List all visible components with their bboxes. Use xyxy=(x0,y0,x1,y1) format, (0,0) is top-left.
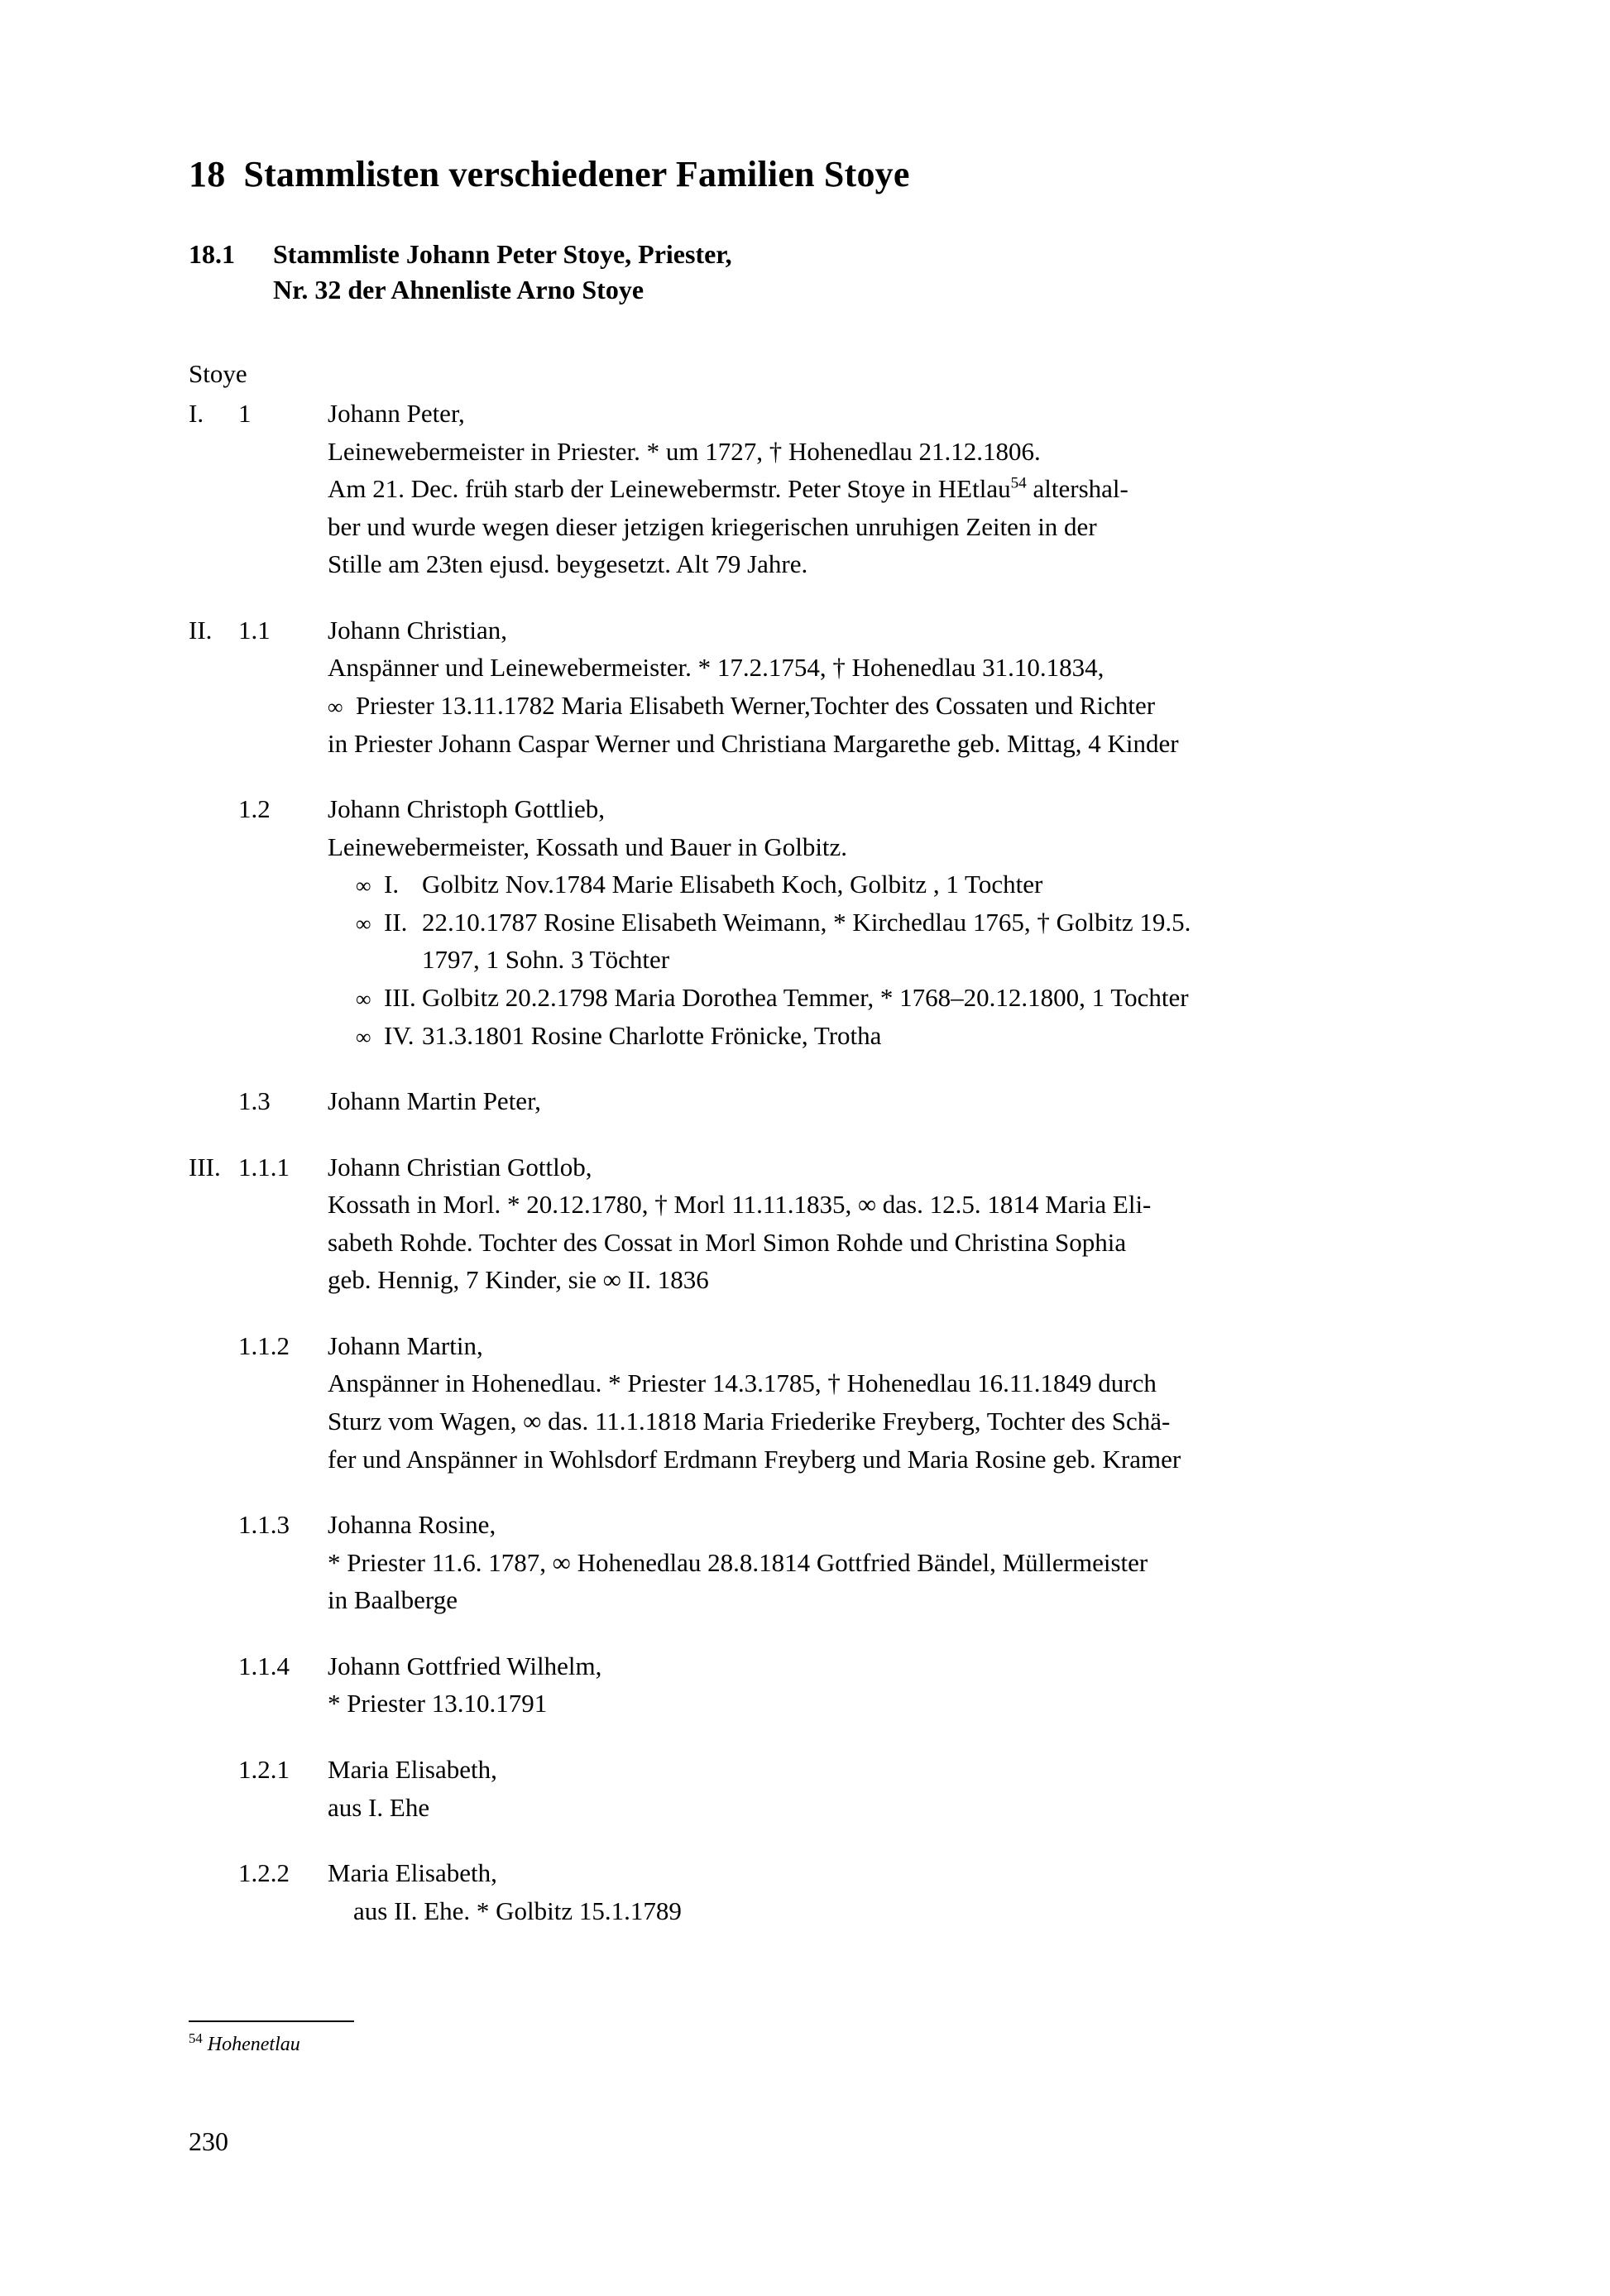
list-item xyxy=(189,1506,1438,1619)
marriage-icon: ∞ xyxy=(356,986,371,1011)
entry-line: ber und wurde wegen dieser jetzigen kriegerischen unruhigen Zeiten in der xyxy=(328,511,1097,541)
entry-line: Leinewebermeister, Kossath und Bauer in Golbitz. xyxy=(328,832,848,861)
marriage-icon: ∞ xyxy=(356,874,371,899)
entry-line: Johanna Rosine, xyxy=(328,1510,496,1540)
entry-body xyxy=(328,1751,1438,1826)
entry-index: 1.2.2 xyxy=(238,1858,290,1888)
entry-body xyxy=(328,1647,1438,1723)
entry-body xyxy=(328,1327,1438,1478)
entry-line: Johann Christoph Gottlieb, xyxy=(328,794,605,824)
generation-label: I. xyxy=(189,399,204,429)
entry-line: Leinewebermeister in Priester. * um 1727, † Hohenedlau 21.12.1806. xyxy=(328,436,1041,466)
marriage-text: Golbitz Nov.1784 Marie Elisabeth Koch, Golbitz , 1 Tochter xyxy=(422,870,1043,899)
entry-index: 1 xyxy=(238,399,252,429)
entry-line xyxy=(328,470,1438,508)
entry-body xyxy=(328,611,1438,762)
marriage-entry xyxy=(328,904,1438,979)
entry-line: Kossath in Morl. * 20.12.1780, † Morl 11.11.1835, ∞ das. 12.5. 1814 Maria Eli- xyxy=(328,1190,1152,1220)
entry-line: Anspänner und Leinewebermeister. * 17.2.1754, † Hohenedlau 31.10.1834, xyxy=(328,653,1104,683)
entry-line: aus II. Ehe. * Golbitz 15.1.1789 xyxy=(328,1896,682,1925)
marriage-text: Golbitz 20.2.1798 Maria Dorothea Temmer, * 1768–20.12.1800, 1 Tochter xyxy=(422,982,1189,1012)
section-number: 18.1 xyxy=(189,238,235,269)
chapter-number: 18 xyxy=(189,154,226,194)
entry-line: Maria Elisabeth, xyxy=(328,1754,497,1784)
entry-line: Johann Christian Gottlob, xyxy=(328,1152,592,1182)
generation-label: II. xyxy=(189,615,213,645)
entry-line: Maria Elisabeth, xyxy=(328,1858,497,1888)
entry-body xyxy=(328,790,1438,1054)
marriage-ordinal: I. xyxy=(384,870,400,899)
marriage-icon: ∞ xyxy=(356,911,371,936)
entry-line: Johann Christian, xyxy=(328,615,507,645)
entry-body xyxy=(328,1148,1438,1299)
entry-line xyxy=(328,687,1438,725)
entry-line: aus I. Ehe xyxy=(328,1792,430,1822)
footnote xyxy=(189,2030,300,2056)
marriage-icon: ∞ xyxy=(328,695,343,720)
entry-body xyxy=(328,395,1438,583)
entry-line: Johann Martin, xyxy=(328,1330,483,1360)
entry-index: 1.2 xyxy=(238,794,271,824)
list-item xyxy=(189,395,1438,583)
entry-index: 1.2.1 xyxy=(238,1754,290,1784)
entry-line: * Priester 13.10.1791 xyxy=(328,1689,548,1718)
marriage-text: 31.3.1801 Rosine Charlotte Frönicke, Trotha xyxy=(422,1020,882,1050)
entry-line: Johann Peter, xyxy=(328,399,465,429)
entry-line: Anspänner in Hohenedlau. * Priester 14.3.1785, † Hohenedlau 16.11.1849 durch xyxy=(328,1368,1157,1398)
entry-index: 1.3 xyxy=(238,1086,271,1116)
footnote-text: Hohenetlau xyxy=(207,2034,300,2055)
entry-line: Stille am 23ten ejusd. beygesetzt. Alt 79 Jahre. xyxy=(328,549,808,579)
list-item xyxy=(189,790,1438,1054)
list-item xyxy=(189,1751,1438,1826)
entry-line: geb. Hennig, 7 Kinder, sie ∞ II. 1836 xyxy=(328,1265,709,1295)
marriage-ordinal: IV. xyxy=(384,1020,414,1050)
marriage-entry xyxy=(328,1017,1438,1055)
section-heading xyxy=(189,237,1438,308)
list-item xyxy=(189,1327,1438,1478)
entry-body xyxy=(328,1854,1438,1929)
marriage-text-cont: 1797, 1 Sohn. 3 Töchter xyxy=(422,945,670,975)
entry-line: fer und Anspänner in Wohlsdorf Erdmann Freyberg und Maria Rosine geb. Kramer xyxy=(328,1444,1181,1474)
page-number: 230 xyxy=(189,2126,228,2156)
family-surname: Stoye xyxy=(189,359,247,389)
footnote-marker: 54 xyxy=(1010,474,1027,492)
marriage-entry xyxy=(328,865,1438,904)
page-content xyxy=(189,153,1438,1958)
footnote-divider xyxy=(189,2020,354,2022)
list-item xyxy=(189,1082,1438,1120)
entry-line: * Priester 11.6. 1787, ∞ Hohenedlau 28.8.1814 Gottfried Bändel, Müllermeister xyxy=(328,1547,1148,1577)
entry-index: 1.1.4 xyxy=(238,1651,290,1680)
entry-line-text: Am 21. Dec. früh starb der Leinewebermstr. Peter Stoye in HEtlau xyxy=(328,474,1011,504)
list-item xyxy=(189,1854,1438,1929)
section-title-line1: Stammliste Johann Peter Stoye, Priester, xyxy=(273,238,732,269)
entry-line: Johann Gottfried Wilhelm, xyxy=(328,1651,602,1680)
entry-line: in Priester Johann Caspar Werner und Christiana Margarethe geb. Mittag, 4 Kinder xyxy=(328,728,1179,758)
entry-line-text-cont: altershal- xyxy=(1026,474,1128,504)
entry-index: 1.1.1 xyxy=(238,1152,290,1182)
entry-line: sabeth Rohde. Tochter des Cossat in Morl Simon Rohde und Christina Sophia xyxy=(328,1227,1127,1257)
entry-index: 1.1.3 xyxy=(238,1510,290,1540)
chapter-title-text: Stammlisten verschiedener Familien Stoye xyxy=(243,154,910,194)
list-item xyxy=(189,1148,1438,1299)
entry-body xyxy=(328,1506,1438,1619)
entry-line: in Baalberge xyxy=(328,1585,458,1615)
marriage-ordinal: III. xyxy=(384,982,416,1012)
entry-index: 1.1 xyxy=(238,615,271,645)
entry-line: Johann Martin Peter, xyxy=(328,1086,541,1116)
generation-label: III. xyxy=(189,1152,221,1182)
section-title-line2: Nr. 32 der Ahnenliste Arno Stoye xyxy=(273,274,644,304)
list-item xyxy=(189,1647,1438,1723)
marriage-text: 22.10.1787 Rosine Elisabeth Weimann, * Kirchedlau 1765, † Golbitz 19.5. xyxy=(422,907,1191,937)
marriage-icon: ∞ xyxy=(356,1024,371,1049)
list-item xyxy=(189,611,1438,762)
entry-index: 1.1.2 xyxy=(238,1330,290,1360)
entry-line: Sturz vom Wagen, ∞ das. 11.1.1818 Maria Friederike Freyberg, Tochter des Schä- xyxy=(328,1407,1171,1436)
marriage-ordinal: II. xyxy=(384,907,408,937)
marriage-entry xyxy=(328,979,1438,1017)
entry-body xyxy=(328,1082,1438,1120)
chapter-heading xyxy=(189,153,1438,197)
entry-line-text: Priester 13.11.1782 Maria Elisabeth Werner,Tochter des Cossaten und Richter xyxy=(356,691,1156,721)
footnote-number: 54 xyxy=(189,2030,203,2046)
